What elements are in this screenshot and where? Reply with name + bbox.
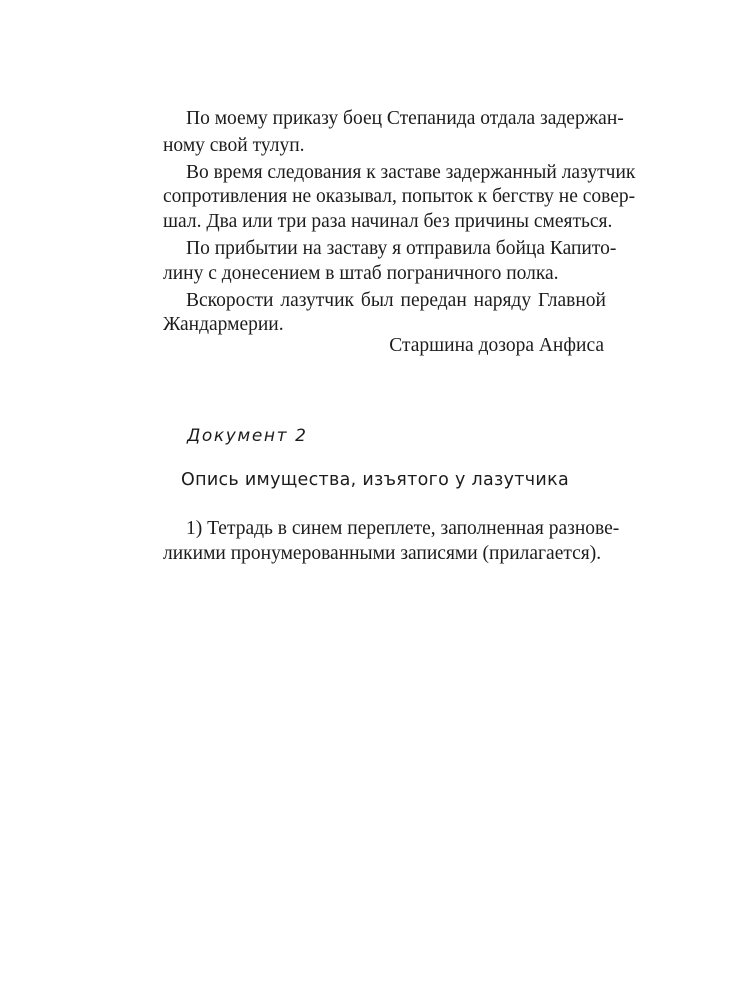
text-line: Жандармерии. — [163, 314, 284, 335]
document-title: Опись имущества, изъятого у лазутчика — [181, 470, 569, 490]
text-line: По моему приказу боец Степанида отдала задержан- — [186, 108, 624, 129]
text-line: сопротивления не оказывал, попыток к бегству не совер- — [163, 186, 636, 207]
text-line: По прибытии на заставу я отправила бойца Капито- — [186, 238, 617, 259]
document-label: Документ 2 — [187, 426, 308, 446]
text-line: ному свой тулуп. — [163, 135, 305, 156]
text-line: лину с донесением в штаб пограничного полка. — [163, 263, 559, 284]
text-line: Вскорости лазутчик был передан наряду Главной — [186, 290, 606, 311]
text-line: 1) Тетрадь в синем переплете, заполненная разнове- — [186, 518, 620, 539]
text-line: Во время следования к заставе задержанный лазутчик — [186, 162, 636, 183]
text-line: ликими пронумерованными записями (прилагается). — [163, 543, 602, 564]
text-line: шал. Два или три раза начинал без причины смеяться. — [163, 211, 613, 232]
signature: Старшина дозора Анфиса — [389, 335, 604, 356]
